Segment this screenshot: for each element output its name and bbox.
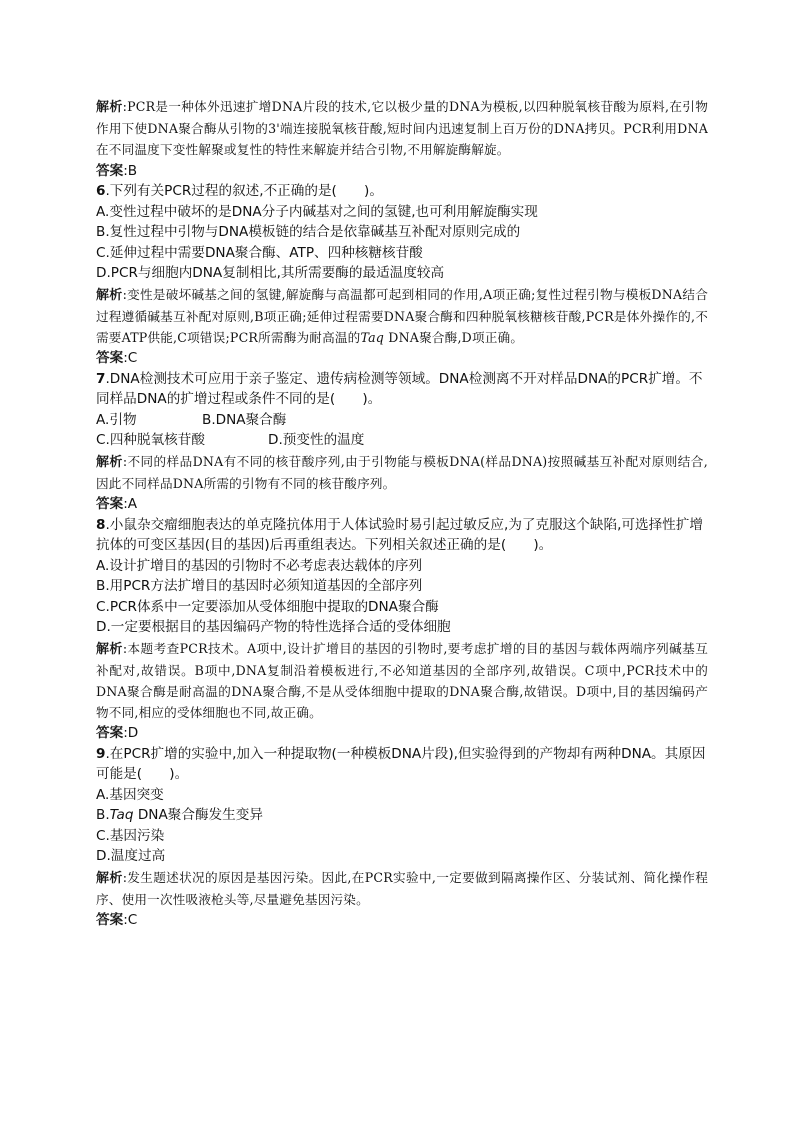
question-number: 7 (96, 370, 106, 387)
analysis-label: 解析 (96, 100, 123, 115)
analysis-text: :变性是破坏碱基之间的氢键,解旋酶与高温都可起到相同的作用,A项正确;复性过程引物与模板DNA结合过程遵循碱基互补配对原则,B项正确;延伸过程需要DNA聚合酶和四种脱氧核糖核苷酸,PCR是体外操作的,不需要ATP供能,C项错误;PCR所需酶为耐高温的 (96, 286, 708, 346)
option-d: D.一定要根据目的基因编码产物的特性选择合适的受体细胞 (96, 619, 451, 636)
question-text: .下列有关PCR过程的叙述,不正确的是( )。 (105, 183, 383, 200)
option-row (96, 430, 708, 451)
taq-term: Taq (109, 807, 134, 824)
question-stem (96, 744, 708, 785)
option-b (96, 805, 708, 826)
analysis-label: 解析 (96, 641, 123, 657)
answer-value: :C (123, 350, 138, 367)
option-a: A.基因突变 (96, 786, 164, 803)
analysis-paragraph (96, 867, 708, 910)
analysis-text-end: DNA聚合酶,D项正确。 (384, 330, 524, 346)
question-text: .小鼠杂交瘤细胞表达的单克隆抗体用于人体试验时易引起过敏反应,为了克服这个缺陷,可选择性扩增抗体的可变区基因(目的基因)后再重组表达。下列相关叙述正确的是( )。 (96, 516, 703, 554)
option-b-prefix: B. (96, 807, 110, 824)
option-b: B.用PCR方法扩增目的基因时必须知道基因的全部序列 (96, 578, 423, 595)
analysis-text: :发生题述状况的原因是基因污染。因此,在PCR实验中,一定要做到隔离操作区、分装试剂、简化操作程序、使用一次性吸液枪头等,尽量避免基因污染。 (96, 869, 708, 908)
answer-value: :C (123, 912, 138, 929)
answer-line (96, 348, 708, 369)
answer-label: 答案 (96, 725, 124, 742)
answer-value: :B (123, 162, 138, 179)
answer-label: 答案 (96, 350, 124, 367)
analysis-paragraph (96, 451, 708, 494)
analysis-paragraph (96, 96, 708, 161)
question-stem (96, 369, 708, 410)
question-number: 8 (96, 516, 106, 533)
answer-label: 答案 (96, 162, 124, 179)
question-stem (96, 181, 708, 202)
answer-value: :A (123, 496, 138, 513)
answer-label: 答案 (96, 912, 124, 929)
option-a: A.设计扩增目的基因的引物时不必考虑表达载体的序列 (96, 557, 423, 574)
answer-value: :D (123, 725, 139, 742)
answer-line (96, 723, 708, 744)
option-b: B.复性过程中引物与DNA模板链的结合是依靠碱基互补配对原则完成的 (96, 224, 521, 241)
analysis-label: 解析 (96, 454, 123, 470)
option-b-text: DNA聚合酶发生变异 (137, 807, 263, 824)
analysis-paragraph (96, 284, 708, 349)
option-d: D.PCR与细胞内DNA复制相比,其所需要酶的最适温度较高 (96, 265, 445, 282)
answer-label: 答案 (96, 496, 124, 513)
option-row (96, 410, 708, 431)
taq-term: Taq (360, 330, 385, 346)
option-c: C.延伸过程中需要DNA聚合酶、ATP、四种核糖核苷酸 (96, 244, 423, 261)
analysis-label: 解析 (96, 287, 123, 303)
question-text: .DNA检测技术可应用于亲子鉴定、遗传病检测等领域。DNA检测离不开对样品DNA的PCR扩增。不同样品DNA的扩增过程或条件不同的是( )。 (96, 370, 703, 408)
analysis-paragraph (96, 638, 708, 724)
option-b: B.DNA聚合酶 (202, 411, 287, 428)
option-a: A.变性过程中破坏的是DNA分子内碱基对之间的氢键,也可利用解旋酶实现 (96, 203, 538, 220)
option-d: D.预变性的温度 (268, 432, 365, 449)
option-d: D.温度过高 (96, 848, 166, 865)
option-c: C.四种脱氧核苷酸 (96, 432, 205, 449)
option-c: C.基因污染 (96, 827, 165, 844)
question-number: 6 (96, 183, 106, 200)
answer-line (96, 910, 708, 931)
question-stem (96, 515, 708, 556)
answer-line (96, 494, 708, 515)
analysis-text: :本题考查PCR技术。A项中,设计扩增目的基因的引物时,要考虑扩增的目的基因与载体两端序列碱基互补配对,故错误。B项中,DNA复制沿着模板进行,不必知道基因的全部序列,故错误。C项中,PCR技术中的DNA聚合酶是耐高温的DNA聚合酶,不是从受体细胞中提取的DNA聚合酶,故错误。D项中,目的基因编码产物不同,相应的受体细胞也不同,故正确。 (96, 640, 708, 721)
question-text: .在PCR扩增的实验中,加入一种提取物(一种模板DNA片段),但实验得到的产物却有两种DNA。其原因可能是( )。 (96, 745, 706, 783)
question-number: 9 (96, 745, 106, 762)
document-page (96, 96, 708, 931)
option-a: A.引物 (96, 411, 137, 428)
answer-line (96, 161, 708, 182)
option-c: C.PCR体系中一定要添加从受体细胞中提取的DNA聚合酶 (96, 598, 439, 615)
analysis-label: 解析 (96, 870, 123, 886)
analysis-text: :PCR是一种体外迅速扩增DNA片段的技术,它以极少量的DNA为模板,以四种脱氧核苷酸为原料,在引物作用下使DNA聚合酶从引物的3'端连接脱氧核苷酸,短时间内迅速复制上百万份的DNA拷贝。PCR利用DNA在不同温度下变性解聚或复性的特性来解旋并结合引物,不用解旋酶解旋。 (96, 99, 708, 158)
analysis-text: :不同的样品DNA有不同的核苷酸序列,由于引物能与模板DNA(样品DNA)按照碱基互补配对原则结合,因此不同样品DNA所需的引物有不同的核苷酸序列。 (96, 453, 708, 491)
